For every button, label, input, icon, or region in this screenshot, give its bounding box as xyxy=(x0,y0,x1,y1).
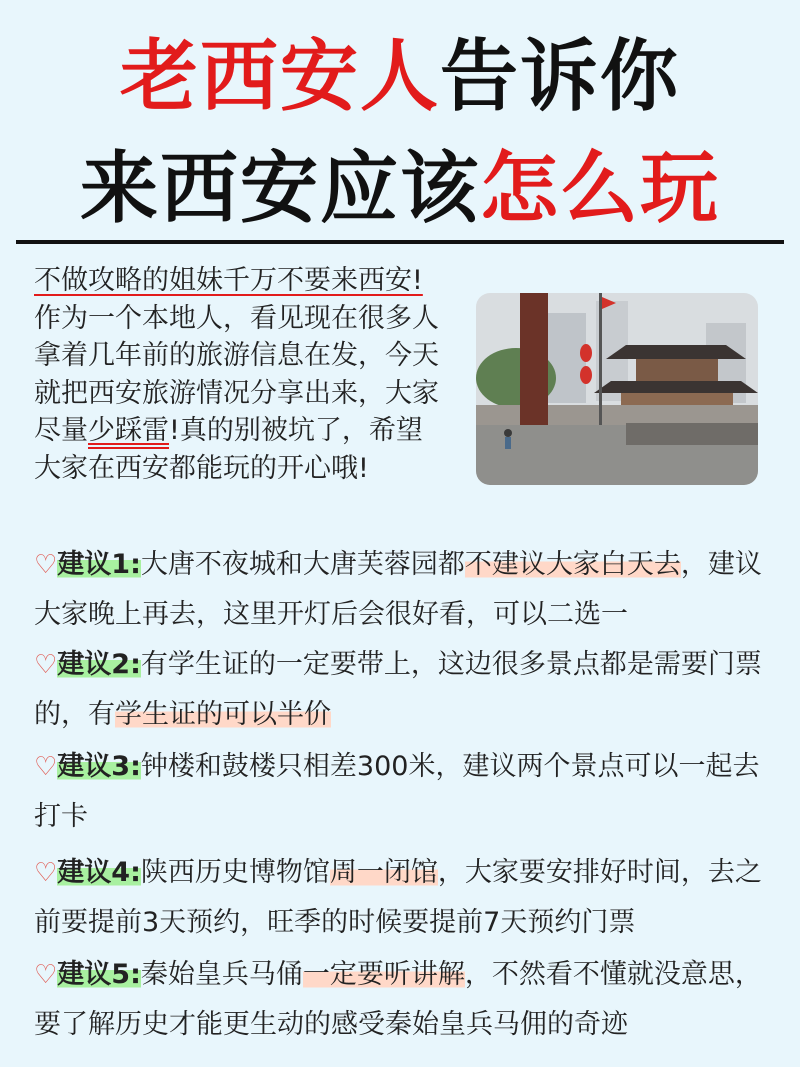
intro-headline: 不做攻略的姐妹千万不要来西安! xyxy=(34,265,423,296)
tip-4 xyxy=(34,848,764,947)
tip-label: 建议3: xyxy=(57,751,141,782)
heart-icon: ♡ xyxy=(34,960,58,990)
heart-icon: ♡ xyxy=(34,752,58,782)
title-line-1 xyxy=(0,32,800,122)
tip-text: 钟楼和鼓楼只相差300米，建议两个景点可以一起去打卡 xyxy=(34,751,760,832)
tip-highlight: 不建议大家白天去 xyxy=(464,549,681,580)
tip-highlight: 一定要听讲解 xyxy=(302,959,465,990)
heart-icon: ♡ xyxy=(34,650,58,680)
city-wall-illustration xyxy=(476,293,758,485)
tip-highlight: 学生证的可以半价 xyxy=(115,699,331,730)
tip-label: 建议1: xyxy=(57,549,141,580)
tip-5 xyxy=(34,950,764,1049)
tip-text: 陕西历史博物馆 xyxy=(140,857,330,888)
intro-line: 尽量 xyxy=(34,415,88,446)
heart-icon: ♡ xyxy=(34,550,58,580)
tip-3 xyxy=(34,742,764,841)
title-line-2 xyxy=(0,144,800,234)
tip-label: 建议4: xyxy=(57,857,141,888)
intro-line: 拿着几年前的旅游信息在发，今天 xyxy=(34,340,439,371)
intro-underlined-phrase: 少踩雷 xyxy=(88,415,169,446)
intro-line: 大家在西安都能玩的开心哦! xyxy=(34,452,369,484)
tip-1 xyxy=(34,540,764,639)
tip-text: ，不然看不懂就没意思，要了解历史才能更生动的感受秦始皇兵马佣的奇迹 xyxy=(34,959,762,1040)
title-black-part: 来西安应该 xyxy=(79,144,480,234)
tip-text: 大唐不夜城和大唐芙蓉园都 xyxy=(140,549,465,580)
city-wall-photo xyxy=(476,293,758,485)
title-red-part: 老西安人 xyxy=(119,32,440,122)
intro-line: 就把西安旅游情况分享出来，大家 xyxy=(34,377,439,409)
tip-2 xyxy=(34,640,764,739)
tip-highlight: 周一闭馆 xyxy=(329,857,438,888)
title-divider xyxy=(16,240,784,244)
tip-text: 秦始皇兵马俑 xyxy=(140,959,303,990)
title-black-part: 告诉你 xyxy=(440,32,681,122)
tip-text: 有学生证的一定要带上，这边很多景点都是需要门票的，有 xyxy=(34,649,762,730)
tip-label: 建议2: xyxy=(57,649,141,680)
title-red-part: 怎么玩 xyxy=(480,144,721,234)
heart-icon: ♡ xyxy=(34,858,58,888)
intro-line: !真的别被坑了，希望 xyxy=(169,415,423,446)
tip-text: ，建议大家晚上再去，这里开灯后会很好看，可以二选一 xyxy=(34,549,762,630)
tip-text: ，大家要安排好时间，去之前要提前3天预约，旺季的时候要提前7天预约门票 xyxy=(34,857,762,938)
tip-label: 建议5: xyxy=(57,959,141,990)
intro-line: 作为一个本地人，看见现在很多人 xyxy=(34,302,439,334)
intro-paragraph xyxy=(34,262,464,487)
